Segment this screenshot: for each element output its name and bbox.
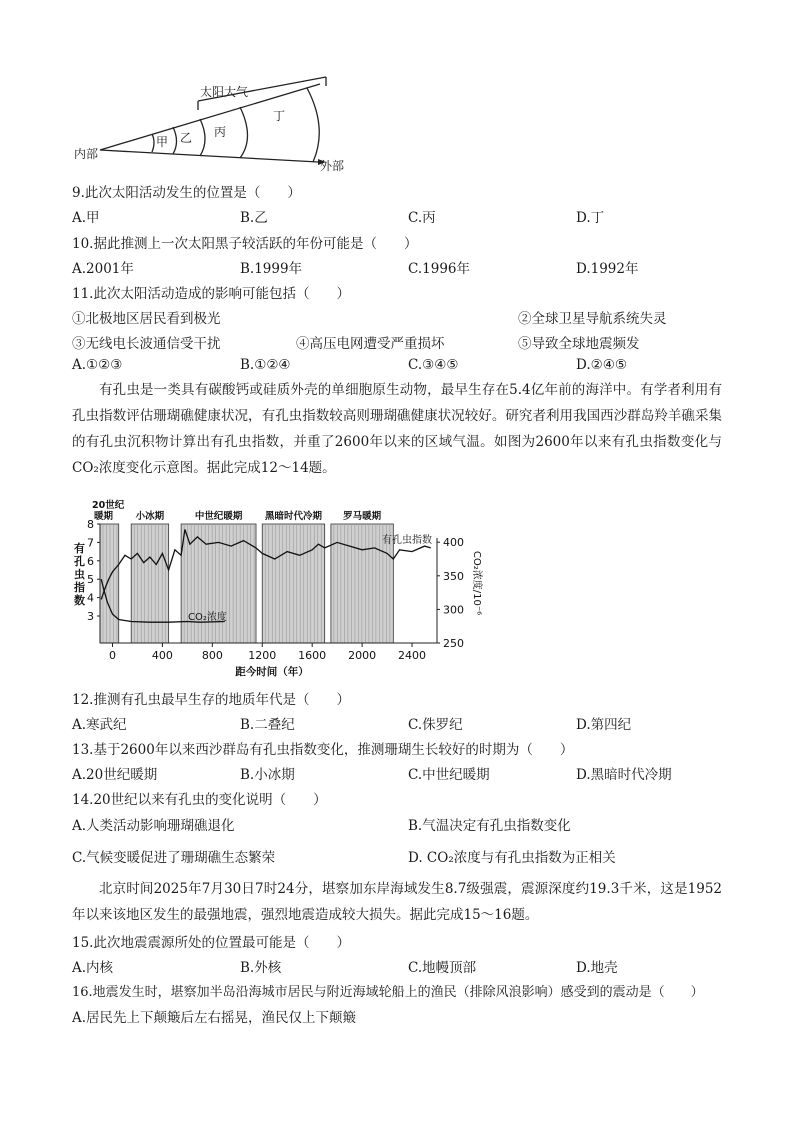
series-label: CO₂浓度 <box>188 612 227 623</box>
sun-structure-diagram <box>70 72 360 172</box>
q9-option-b[interactable]: B.乙 <box>240 210 268 226</box>
q10-option-b[interactable]: B.1999年 <box>240 261 303 277</box>
x-tick-label: 0 <box>108 649 116 662</box>
q14-option-d[interactable]: D. CO₂浓度与有孔虫指数为正相关 <box>408 850 616 866</box>
q9-option-c[interactable]: C.丙 <box>408 210 436 226</box>
layer-bing: 丙 <box>214 125 227 139</box>
outer-label: 外部 <box>320 159 345 172</box>
q12-option-b[interactable]: B.二叠纪 <box>240 717 295 733</box>
q15-option-a[interactable]: A.内核 <box>72 960 114 976</box>
period-label: 20世纪 <box>92 500 125 511</box>
series-label: 有孔虫指数 <box>382 535 432 546</box>
inner-label: 内部 <box>74 147 99 161</box>
q11-item-4: ④高压电网遭受严重损坏 <box>296 336 445 352</box>
q10-option-c[interactable]: C.1996年 <box>408 261 470 277</box>
q15-option-d[interactable]: D.地壳 <box>576 960 618 976</box>
period-label: 中世纪暖期 <box>194 511 243 522</box>
q13-option-b[interactable]: B.小冰期 <box>240 767 295 783</box>
q12-option-a[interactable]: A.寒武纪 <box>72 717 127 733</box>
q14-option-c[interactable]: C.气候变暖促进了珊瑚礁生态繁荣 <box>72 850 276 866</box>
q11-stem: 11.此次太阳活动造成的影响可能包括（ ） <box>72 286 350 302</box>
q14-option-a[interactable]: A.人类活动影响珊瑚礁退化 <box>72 818 235 834</box>
y-right-tick-label: 350 <box>443 569 464 583</box>
period-band <box>131 524 168 643</box>
q12-option-d[interactable]: D.第四纪 <box>576 717 632 733</box>
q13-stem: 13.基于2600年以来西沙群岛有孔虫指数变化，推测珊瑚生长较好的时期为（ ） <box>72 742 574 758</box>
q11-option-a[interactable]: A.①②③ <box>72 357 123 373</box>
y-right-title: CO₂浓度/10⁻⁶ <box>471 550 482 616</box>
y-left-title-char: 有 <box>74 542 85 555</box>
y-left-tick-label: 3 <box>87 610 94 623</box>
period-label: 暖期 <box>94 511 114 522</box>
x-tick-label: 2000 <box>348 649 377 662</box>
q16-option-a[interactable]: A.居民先上下颠簸后左右摇晃，渔民仅上下颠簸 <box>72 1010 357 1026</box>
q9-option-d[interactable]: D.丁 <box>576 210 605 226</box>
q9-option-a[interactable]: A.甲 <box>72 210 100 226</box>
q10-option-d[interactable]: D.1992年 <box>576 261 639 277</box>
y-right-tick-label: 400 <box>443 536 464 550</box>
y-left-tick-label: 5 <box>87 573 94 587</box>
period-label: 黑暗时代冷期 <box>264 511 322 522</box>
q14-stem: 14.20世纪以来有孔虫的变化说明（ ） <box>72 792 327 808</box>
q12-option-c[interactable]: C.侏罗纪 <box>408 717 463 733</box>
q12-stem: 12.推测有孔虫最早生存的地质年代是（ ） <box>72 692 350 708</box>
y-left-title-char: 指 <box>74 581 85 594</box>
q11-item-1: ①北极地区居民看到极光 <box>72 311 221 327</box>
q14-option-b[interactable]: B.气温决定有孔虫指数变化 <box>408 818 571 834</box>
y-right-tick-label: 250 <box>443 637 464 650</box>
atmosphere-label: 太阳大气 <box>200 85 249 99</box>
x-tick-label: 400 <box>151 649 173 662</box>
q15-option-c[interactable]: C.地幔顶部 <box>408 960 477 976</box>
q11-item-5: ⑤导致全球地震频发 <box>518 336 640 352</box>
x-tick-label: 800 <box>201 649 223 662</box>
y-right-tick-label: 300 <box>443 603 464 617</box>
q9-stem: 9.此次太阳活动发生的位置是（ ） <box>72 185 301 201</box>
x-axis-title: 距今时间（年） <box>235 666 309 678</box>
y-left-tick-label: 7 <box>87 536 94 550</box>
q11-item-3: ③无线电长波通信受干扰 <box>72 336 221 352</box>
q13-option-a[interactable]: A.20世纪暖期 <box>72 767 158 783</box>
y-left-title-char: 虫 <box>74 568 85 581</box>
x-tick-label: 1600 <box>298 649 327 662</box>
q15-option-b[interactable]: B.外核 <box>240 960 282 976</box>
q13-option-d[interactable]: D.黑暗时代冷期 <box>576 767 672 783</box>
q10-option-a[interactable]: A.2001年 <box>72 261 134 277</box>
y-left-tick-label: 8 <box>87 518 94 531</box>
y-left-title-char: 数 <box>74 594 85 607</box>
q11-option-b[interactable]: B.①②④ <box>240 357 291 373</box>
period-label: 罗马暖期 <box>343 511 382 522</box>
q10-stem: 10.据此推测上一次太阳黑子较活跃的年份可能是（ ） <box>72 236 418 252</box>
x-tick-label: 2400 <box>398 649 427 662</box>
q13-option-c[interactable]: C.中世纪暖期 <box>408 767 490 783</box>
y-left-title-char: 孔 <box>74 555 85 568</box>
layer-ding: 丁 <box>273 109 286 123</box>
y-left-tick-label: 6 <box>87 554 94 568</box>
q11-option-c[interactable]: C.③④⑤ <box>408 357 459 373</box>
earthquake-passage: 北京时间2025年7月30日7时24分，堪察加东岸海域发生8.7级强震，震源深度约19.3千米，这是1952年以来该地区发生的最强地震，强烈地震造成较大损失。据此完成15～16题。 <box>72 881 722 923</box>
y-left-tick-label: 4 <box>87 591 94 605</box>
layer-yi: 乙 <box>180 131 193 145</box>
q11-item-2: ②全球卫星导航系统失灵 <box>518 311 667 327</box>
q16-stem: 16.地震发生时，堪察加半岛沿海城市居民与附近海域轮船上的渔民（排除风浪影响）感受到的震动是（ ） <box>72 985 704 1000</box>
q15-stem: 15.此次地震震源所处的位置最可能是（ ） <box>72 935 350 951</box>
foraminifera-passage: 有孔虫是一类具有碳酸钙或硅质外壳的单细胞原生动物，最早生存在5.4亿年前的海洋中。有学者利用有孔虫指数评估珊瑚礁健康状况，有孔虫指数较高则珊瑚礁健康状况较好。研究者利用我国西沙群岛羚羊礁采集的有孔虫沉积物计算出有孔虫指数，并重了2600年以来的区域气温。如图为2600年以来有孔虫指数变化与CO₂浓度变化示意图。据此完成12～14题。 <box>72 382 722 476</box>
x-tick-label: 1200 <box>248 649 277 662</box>
q11-option-d[interactable]: D.②④⑤ <box>576 357 627 373</box>
period-label: 小冰期 <box>135 511 165 522</box>
layer-jia: 甲 <box>156 135 169 149</box>
foraminifera-co2-chart <box>72 498 492 680</box>
